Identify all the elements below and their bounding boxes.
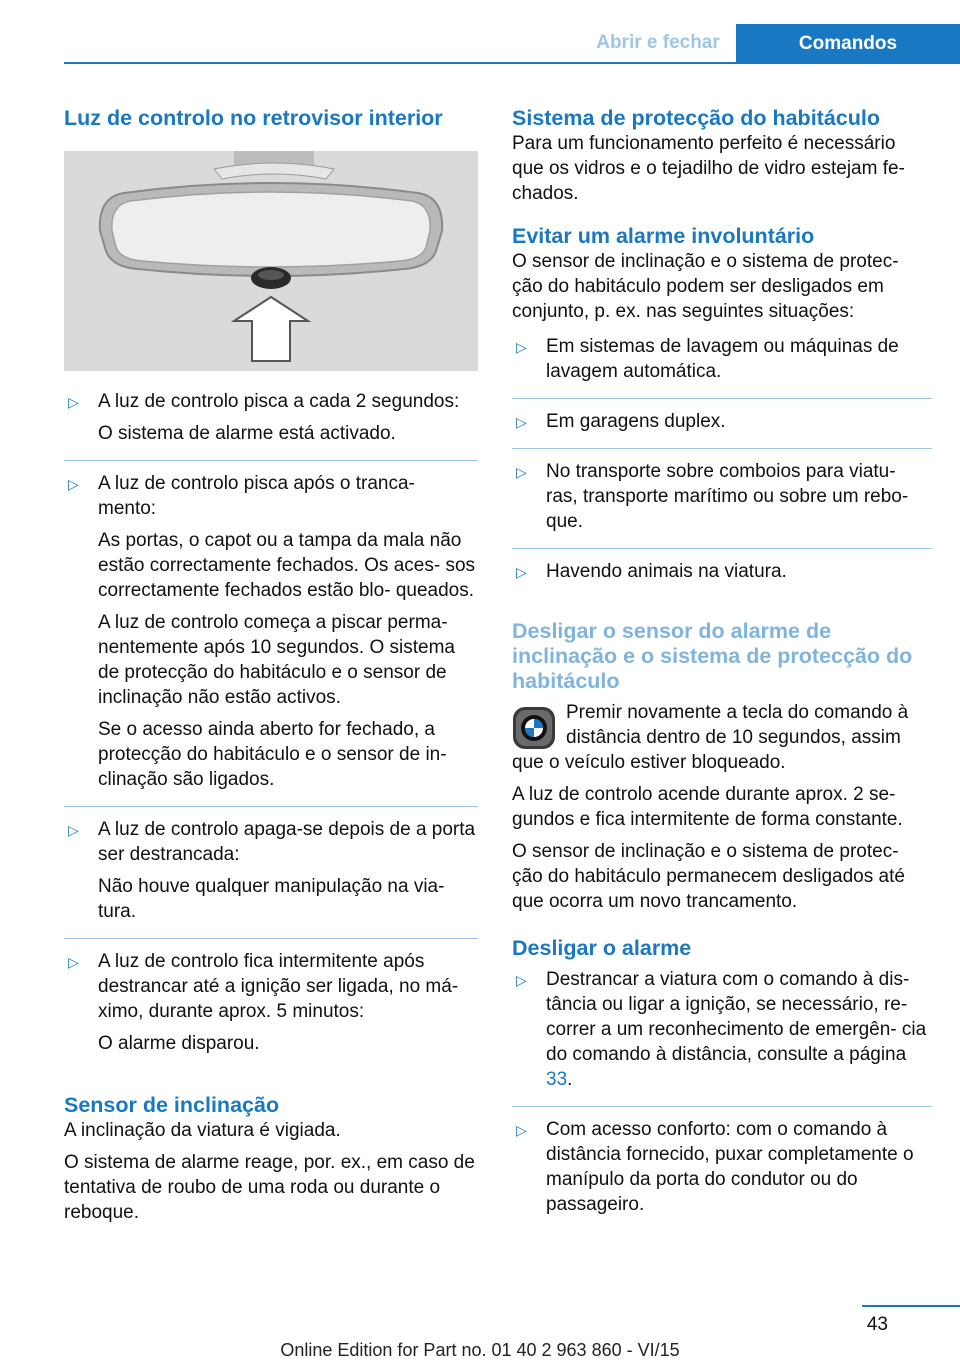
list-item-text: Destrancar a viatura com o comando à dis- tância ou ligar a ignição, se necessário, re- correr a um reconhecimento de emergên- cia do comando à distância, consulte a página 33. bbox=[546, 969, 927, 1090]
paragraph: Premir novamente a tecla do comando à distância dentro de 10 segundos, assim que o veículo estiver bloqueado. bbox=[512, 702, 909, 773]
list-item-text: A luz de controlo apaga-se depois de a porta ser destrancada: bbox=[98, 819, 476, 865]
paragraph: A inclinação da viatura é vigiada. bbox=[64, 1120, 341, 1141]
list-item-text: As portas, o capot ou a tampa da mala não estão correctamente fechados. Os aces- sos correctamente fechados estão blo- queados. bbox=[98, 530, 476, 601]
disable-alarm-list bbox=[512, 967, 932, 1232]
rearview-mirror-illustration bbox=[64, 151, 478, 371]
footer-edition: Online Edition for Part no. 01 40 2 963 860 - VI/15 bbox=[280, 1340, 680, 1360]
header-divider bbox=[64, 62, 960, 64]
bmw-key-fob-icon bbox=[512, 706, 556, 750]
list-item-text: No transporte sobre comboios para viatu- ras, transporte marítimo ou sobre um rebo- que. bbox=[546, 461, 909, 532]
heading-desligar-alarme: Desligar o alarme bbox=[512, 936, 692, 960]
list-item-text: Em sistemas de lavagem ou máquinas de lavagem automática. bbox=[546, 336, 899, 382]
list-item bbox=[512, 559, 932, 599]
list-item bbox=[64, 471, 478, 807]
triangle-right-icon: ▷ bbox=[516, 339, 527, 355]
list-item-text: O alarme disparou. bbox=[98, 1033, 260, 1054]
control-light-list bbox=[64, 389, 478, 1071]
heading-sistema-de-proteccao: Sistema de protecção do habitáculo bbox=[512, 106, 880, 130]
keyfob-paragraph bbox=[512, 700, 932, 775]
list-separator bbox=[64, 938, 478, 939]
list-separator bbox=[512, 398, 932, 399]
heading-luz-de-controlo: Luz de controlo no retrovisor interior bbox=[64, 106, 443, 130]
triangle-right-icon: ▷ bbox=[516, 972, 527, 988]
list-item bbox=[512, 459, 932, 549]
paragraph: O sistema de alarme reage, por. ex., em caso de tentativa de roubo de uma roda ou durante o reboque. bbox=[64, 1152, 475, 1223]
situations-list bbox=[512, 334, 932, 599]
page-number: 43 bbox=[866, 1314, 888, 1335]
heading-desligar-sensor: Desligar o sensor do alarme de inclinação e o sistema de protecção do habitáculo bbox=[512, 619, 913, 693]
paragraph: O sensor de inclinação e o sistema de protec- ção do habitáculo permanecem desligados até que ocorra um novo trancamento. bbox=[512, 841, 905, 912]
heading-evitar-alarme: Evitar um alarme involuntário bbox=[512, 224, 815, 248]
right-column bbox=[512, 100, 932, 1242]
triangle-right-icon: ▷ bbox=[516, 1122, 527, 1138]
list-item-text: A luz de controlo pisca a cada 2 segundos: bbox=[98, 391, 460, 412]
triangle-right-icon: ▷ bbox=[68, 476, 79, 492]
list-item-text: Não houve qualquer manipulação na via- tura. bbox=[98, 876, 445, 922]
list-separator bbox=[512, 548, 932, 549]
triangle-right-icon: ▷ bbox=[68, 822, 79, 838]
list-item-text: A luz de controlo começa a piscar perma- nentemente após 10 segundos. O sistema de protecção do habitáculo e o sensor de inclinação não estão activos. bbox=[98, 612, 456, 708]
triangle-right-icon: ▷ bbox=[516, 464, 527, 480]
paragraph: O sensor de inclinação e o sistema de protec- ção do habitáculo podem ser desligados em conjunto, p. ex. nas seguintes situações: bbox=[512, 251, 899, 322]
header-tab-comandos[interactable]: Comandos bbox=[736, 24, 960, 64]
list-item bbox=[512, 334, 932, 399]
list-item-text: A luz de controlo fica intermitente após destrancar até a ignição ser ligada, no má- ximo, durante aprox. 5 minutos: bbox=[98, 951, 459, 1022]
left-column bbox=[64, 100, 478, 1232]
triangle-right-icon: ▷ bbox=[516, 564, 527, 580]
triangle-right-icon: ▷ bbox=[68, 394, 79, 410]
list-item bbox=[64, 817, 478, 939]
list-item bbox=[512, 409, 932, 449]
paragraph: Para um funcionamento perfeito é necessário que os vidros e o tejadilho de vidro estejam fe- chados. bbox=[512, 133, 905, 204]
header-tab-abrir-e-fechar[interactable]: Abrir e fechar bbox=[596, 32, 720, 53]
list-item-text: Com acesso conforto: com o comando à distância fornecido, puxar completamente o manípulo da porta do condutor ou do passageiro. bbox=[546, 1119, 914, 1215]
list-item bbox=[64, 389, 478, 461]
list-item-text: Se o acesso ainda aberto for fechado, a protecção do habitáculo e o sensor de in- clinação são ligados. bbox=[98, 719, 447, 790]
list-item-text: O sistema de alarme está activado. bbox=[98, 423, 396, 444]
list-item bbox=[512, 1117, 932, 1232]
paragraph: A luz de controlo acende durante aprox. 2 se- gundos e fica intermitente de forma constante. bbox=[512, 784, 903, 830]
triangle-right-icon: ▷ bbox=[516, 414, 527, 430]
list-item bbox=[512, 967, 932, 1107]
page-link[interactable]: 33 bbox=[546, 1069, 568, 1090]
list-separator bbox=[512, 1106, 932, 1107]
list-item-text: A luz de controlo pisca após o tranca- mento: bbox=[98, 473, 415, 519]
list-separator bbox=[512, 448, 932, 449]
list-item bbox=[64, 949, 478, 1071]
list-item-text: Havendo animais na viatura. bbox=[546, 561, 787, 582]
footer-divider bbox=[862, 1305, 960, 1307]
triangle-right-icon: ▷ bbox=[68, 954, 79, 970]
heading-sensor-de-inclinacao: Sensor de inclinação bbox=[64, 1093, 280, 1117]
list-separator bbox=[64, 806, 478, 807]
list-separator bbox=[64, 460, 478, 461]
list-item-text: Em garagens duplex. bbox=[546, 411, 726, 432]
